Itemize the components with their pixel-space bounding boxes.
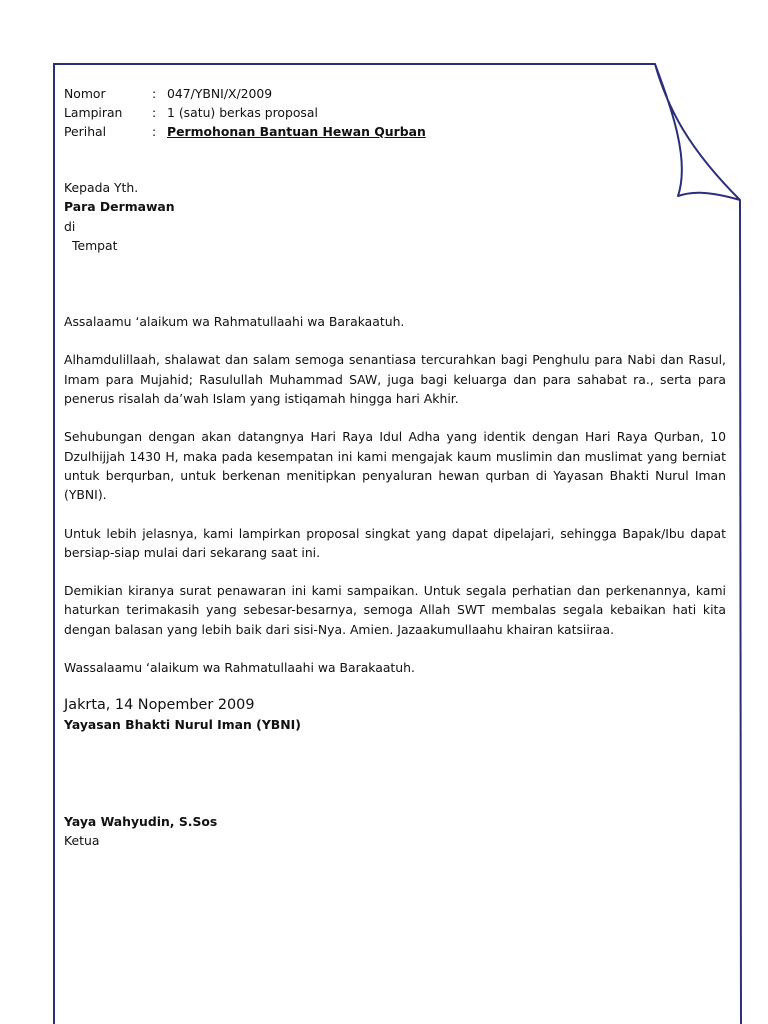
meta-row-perihal — [64, 122, 726, 141]
perihal-label: Perihal — [64, 124, 107, 139]
nomor-label: Nomor — [64, 86, 106, 101]
perihal-separator: : — [152, 124, 157, 139]
address-recipient: Para Dermawan — [64, 199, 175, 215]
letter-date: Jakrta, 14 Nopember 2009 — [64, 697, 255, 714]
address-place: Tempat — [72, 237, 118, 253]
letter-body — [64, 312, 726, 677]
letter-meta — [64, 84, 726, 141]
address-line-1: Kepada Yth. — [64, 180, 139, 195]
recipient-address — [64, 178, 726, 255]
paragraph-3: Untuk lebih jelasnya, kami lampirkan proposal singkat yang dapat dipelajari, sehingga Bapak/Ibu dapat bersiap-siap mulai dari sekarang saat ini. — [64, 525, 726, 560]
nomor-separator: : — [152, 86, 157, 101]
paragraph-4: Demikian kiranya surat penawaran ini kami sampaikan. Untuk segala perhatian dan perkenannya, kami haturkan terimakasih yang sebesar-besarnya, semoga Allah SWT membalas segala kebaikan hati kita dengan balasan yang lebih baik dari sisi-Nya. Amien. Jazaakumullaahu khairan katsiiraa. — [64, 583, 726, 637]
organization-name: Yayasan Bhakti Nurul Iman (YBNI) — [64, 717, 301, 733]
lampiran-separator: : — [152, 105, 157, 120]
meta-row-nomor — [64, 84, 726, 103]
meta-row-lampiran — [64, 103, 726, 122]
letter — [64, 84, 726, 850]
signer-title: Ketua — [64, 832, 100, 848]
paragraph-1: Alhamdulillaah, shalawat dan salam semoga senantiasa tercurahkan bagi Penghulu para Nabi dan Rasul, Imam para Mujahid; Rasulullah Muhammad SAW, juga bagi keluarga dan para sahabat ra., serta para penerus risalah da’wah Islam yang istiqamah hingga hari Akhir. — [64, 352, 726, 407]
signer-name: Yaya Wahyudin, S.Sos — [64, 813, 218, 829]
lampiran-value: 1 (satu) berkas proposal — [167, 105, 318, 120]
greeting: Assalaamu ‘alaikum wa Rahmatullaahi wa Barakaatuh. — [64, 314, 405, 330]
page-border-right — [740, 200, 741, 1024]
perihal-value: Permohonan Bantuan Hewan Qurban — [167, 124, 426, 139]
nomor-value: 047/YBNI/X/2009 — [167, 86, 273, 101]
paragraph-2: Sehubungan dengan akan datangnya Hari Raya Idul Adha yang identik dengan Hari Raya Qurban, 10 Dzulhijjah 1430 H, maka pada kesempatan ini kami mengajak kaum muslimin dan muslimat yang berniat untuk berqurban, untuk berkenan menitipkan penyaluran hewan qurban di Yayasan Bhakti Nurul Iman (YBNI). — [64, 429, 726, 503]
signature-block — [64, 695, 726, 850]
lampiran-label: Lampiran — [64, 105, 123, 120]
address-line-3: di — [64, 218, 76, 234]
closing-greeting: Wassalaamu ‘alaikum wa Rahmatullaahi wa Barakaatuh. — [64, 660, 415, 676]
